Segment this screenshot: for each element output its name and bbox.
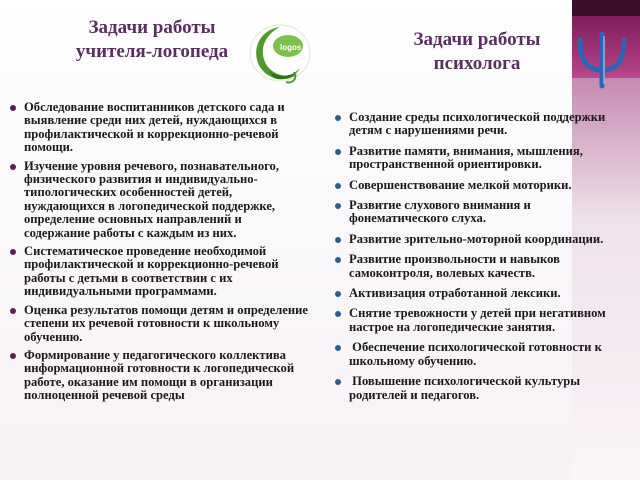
list-item [333,179,633,192]
bullet-icon [10,164,16,170]
list-item [333,375,633,402]
bullet-icon [335,183,341,189]
list-item [333,233,633,246]
list-item [333,145,633,172]
bullet-icon [335,203,341,209]
list-item-text: Создание среды психологической поддержки детям с нарушениями речи. [349,110,606,138]
list-item-text: Формирование у педагогического коллектива информационной готовности к логопедической работе, оказание им помощи в организации полноценной речевой среды [24,347,295,403]
list-item [333,307,633,334]
psi-symbol-icon [574,30,630,90]
list-item-text: Развитие памяти, внимания, мышления, пространственной ориентировки. [349,143,583,172]
list-item [333,341,633,368]
bullet-icon [10,249,16,255]
list-item-text: Повышение психологической культуры родителей и педагогов. [349,374,584,402]
list-item [8,101,308,155]
heading-speech-therapist: Задачи работы учителя-логопеда [75,17,229,62]
list-item [333,199,633,226]
list-item [8,304,308,344]
bullet-icon [10,105,16,111]
list-item-text: Активизация отработанной лексики. [349,286,561,301]
list-item-text: Изучение уровня речевого, познавательного, физического развития и индивидуально-типологических особенностей детей, нуждающихся в логопедической поддержке, определение основных направлений и содержание работы с каждым из них. [24,158,279,240]
psychologist-task-list [333,111,633,409]
psi-symbol-graphic [574,30,630,90]
list-item-text: Оценка результатов помощи детям и определение степени их речевой готовности к школьному обучению. [24,302,308,344]
logos-badge-icon [246,22,314,88]
bullet-icon [335,379,341,385]
list-item [333,253,633,280]
list-item [8,349,308,403]
list-item [333,287,633,300]
speech-therapist-task-list [8,101,308,408]
list-item-text: Развитие произвольности и навыков самоконтроля, волевых качеств. [349,252,560,280]
list-item [333,111,633,138]
list-item-text: Обследование воспитанников детского сада и выявление среди них детей, нуждающихся в профилактической и коррекционно-речевой помощи. [24,100,285,155]
bullet-icon [335,149,341,155]
list-item-text: Развитие зрительно-моторной координации. [349,231,604,246]
list-item [8,245,308,299]
bullet-icon [335,115,341,121]
heading-psychologist: Задачи работы психолога [413,29,541,74]
bullet-icon [335,291,341,297]
logos-badge-graphic [246,22,314,88]
bullet-icon [10,353,16,359]
list-item [8,160,308,240]
list-item-text: Систематическое проведение необходимой профилактической и коррекционно-речевой работы с детьми в соответствии с их индивидуальными программами. [24,244,279,299]
strip-top-band [572,0,640,16]
list-item-text: Снятие тревожности у детей при негативном настрое на логопедические занятия. [349,306,606,334]
bullet-icon [335,345,341,351]
logos-label: logos [280,43,302,52]
bullet-icon [335,311,341,317]
bullet-icon [10,308,16,314]
list-item-text: Совершенствование мелкой моторики. [349,177,572,192]
list-item-text: Обеспечение психологической готовности к школьному обучению. [349,340,605,368]
list-item-text: Развитие слухового внимания и фонематического слуха. [349,198,531,226]
bullet-icon [335,237,341,243]
bullet-icon [335,257,341,263]
